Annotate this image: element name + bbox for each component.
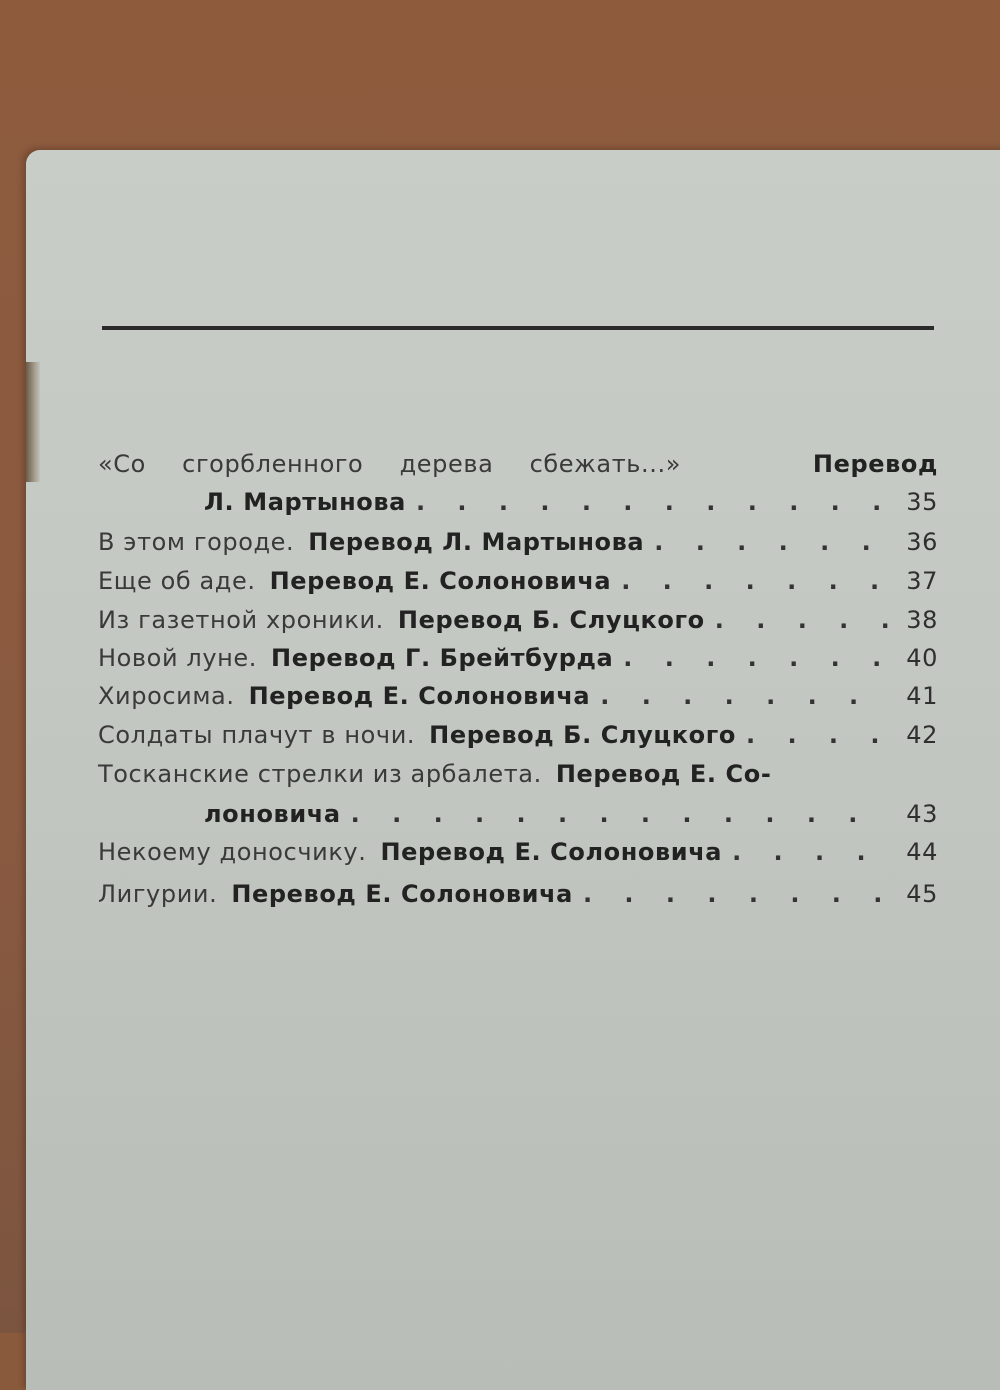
toc-entry-translator: Перевод Б. Слуцкого xyxy=(429,721,736,749)
toc-entry-title: «Со сгорбленного дерева сбежать...» xyxy=(98,450,681,478)
leader-dots xyxy=(623,644,888,672)
toc-entry-title: Лигурии. xyxy=(98,880,218,908)
toc-page-number: 45 xyxy=(906,880,938,908)
toc-entry xyxy=(98,760,838,800)
toc-entry-title: Солдаты плачут в ночи. xyxy=(98,721,416,749)
toc-entry-title: Еще об аде. xyxy=(98,567,256,595)
page-edge xyxy=(26,362,40,482)
toc-page-number: 40 xyxy=(906,644,938,672)
leader-dots xyxy=(600,682,888,710)
header-rule xyxy=(102,326,934,330)
toc-entry-translator: Перевод xyxy=(812,450,938,478)
leader-dots xyxy=(416,488,888,516)
toc-entry xyxy=(98,838,938,878)
leader-dots xyxy=(715,606,888,634)
toc-entry-translator: Перевод Л. Мартынова xyxy=(308,528,645,556)
toc-entry xyxy=(98,606,938,646)
toc-entry-translator: Перевод Е. Солоновича xyxy=(231,880,573,908)
toc-entry xyxy=(98,682,938,722)
toc-page-number: 37 xyxy=(906,567,938,595)
toc-page-number: 43 xyxy=(906,800,938,828)
toc-entry-translator: Перевод Е. Со- xyxy=(555,760,772,788)
leader-dots xyxy=(654,528,888,556)
toc-entry-translator-cont: лоновича xyxy=(204,800,341,828)
toc-entry-title: Некоему доносчику. xyxy=(98,838,367,866)
leader-dots xyxy=(583,880,888,908)
toc-entry xyxy=(98,450,938,490)
toc-page-number: 35 xyxy=(906,488,938,516)
toc-entry-title: Из газетной хроники. xyxy=(98,606,384,634)
toc-entry-translator: Перевод Е. Солоновича xyxy=(380,838,723,866)
toc-entry-translator: Перевод Г. Брейтбурда xyxy=(271,644,614,672)
toc-page-number: 38 xyxy=(906,606,938,634)
toc-entry-title: Хиросима. xyxy=(98,682,235,710)
leader-dots xyxy=(351,800,888,828)
toc-entry-translator-cont: Л. Мартынова xyxy=(204,488,406,516)
toc-page-number: 41 xyxy=(906,682,938,710)
toc-page-number: 42 xyxy=(906,721,938,749)
leader-dots xyxy=(621,567,888,595)
toc-entry-translator: Перевод Б. Слуцкого xyxy=(397,606,705,634)
leader-dots xyxy=(746,721,888,749)
toc-entry-title: Новой луне. xyxy=(98,644,258,672)
toc-page-number: 44 xyxy=(906,838,938,866)
toc-entry-translator: Перевод Е. Солоновича xyxy=(248,682,591,710)
toc-entry-translator: Перевод Е. Солоновича xyxy=(269,567,612,595)
toc-entry-title: Тосканские стрелки из арбалета. xyxy=(98,760,542,788)
toc-entry-continuation xyxy=(98,488,938,528)
toc-entry xyxy=(98,567,938,607)
toc-entry xyxy=(98,721,938,761)
leader-dots xyxy=(732,838,888,866)
toc-entry-continuation xyxy=(98,800,938,840)
toc-entry xyxy=(98,880,938,920)
toc-page-number: 36 xyxy=(906,528,938,556)
toc-entry-title: В этом городе. xyxy=(98,528,295,556)
toc-entry xyxy=(98,644,938,684)
toc-entry xyxy=(98,528,938,568)
